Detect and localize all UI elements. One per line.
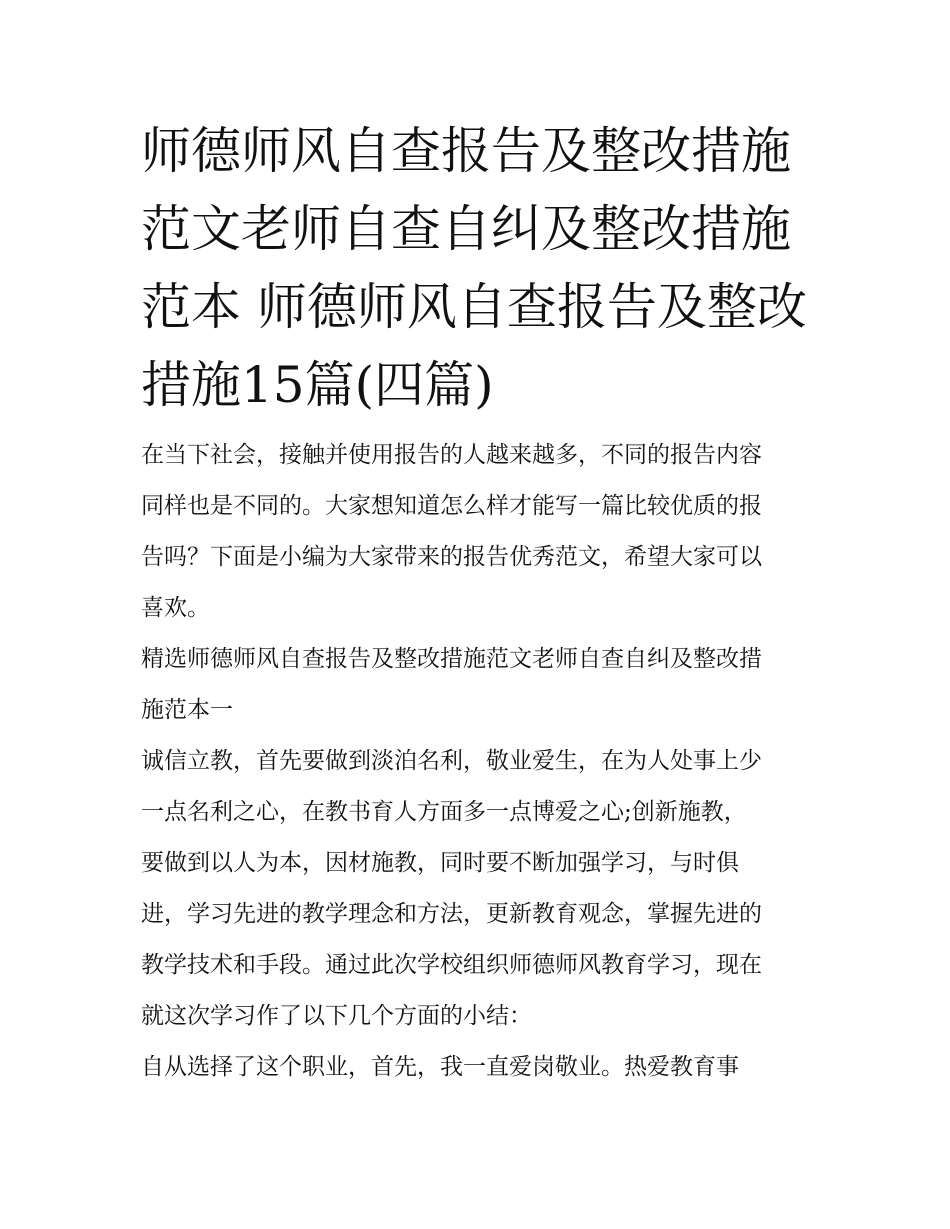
text-line: 诚信立教，首先要做到淡泊名利，敬业爱生，在为人处事上少 (141, 748, 762, 774)
text-line: 在当下社会，接触并使用报告的人越来越多，不同的报告内容 (141, 442, 762, 468)
section-heading (141, 634, 813, 736)
text-line: 精选师德师风自查报告及整改措施范文老师自查自纠及整改措 (141, 646, 762, 672)
text-line: 一点名利之心，在教书育人方面多一点博爱之心;创新施教， (141, 799, 747, 825)
document-page (141, 112, 813, 1093)
text-line: 施范本一 (141, 697, 233, 723)
text-line: 喜欢。 (141, 595, 210, 621)
text-line: 进，学习先进的教学理念和方法，更新教育观念，掌握先进的 (141, 901, 762, 927)
title-line: 师德师风自查报告及整改措施 (141, 122, 791, 180)
intro-paragraph (141, 430, 813, 634)
text-line: 同样也是不同的。大家想知道怎么样才能写一篇比较优质的报 (141, 493, 762, 519)
document-title (141, 112, 813, 424)
title-line: 范本 师德师风自查报告及整改 (141, 278, 807, 336)
text-line: 自从选择了这个职业，首先，我一直爱岗敬业。热爱教育事 (141, 1054, 739, 1080)
text-line: 要做到以人为本，因材施教，同时要不断加强学习，与时俱 (141, 850, 739, 876)
text-line: 就这次学习作了以下几个方面的小结： (141, 1003, 532, 1029)
body-paragraph-2 (141, 1042, 813, 1093)
text-line: 告吗？下面是小编为大家带来的报告优秀范文，希望大家可以 (141, 544, 762, 570)
text-line: 教学技术和手段。通过此次学校组织师德师风教育学习，现在 (141, 952, 762, 978)
title-line: 范文老师自查自纠及整改措施 (141, 200, 791, 258)
body-paragraph-1 (141, 736, 813, 1042)
title-line: 措施15篇(四篇) (141, 356, 494, 414)
